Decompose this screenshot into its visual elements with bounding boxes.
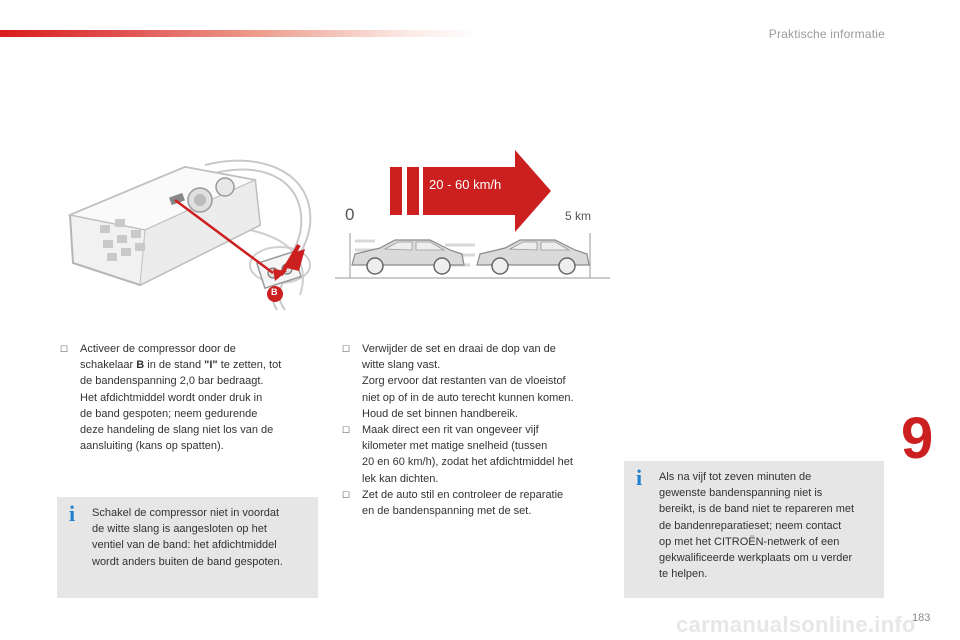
chapter-number: 9 (901, 406, 934, 471)
watermark: carmanualsonline.info (676, 612, 916, 637)
instruction-line: Zorg ervoor dat restanten van de vloeistof (362, 375, 566, 388)
instruction-remove-set (340, 341, 605, 422)
page-number: 183 (912, 612, 931, 624)
middle-instructions (340, 341, 605, 519)
checkbox-bullet-icon: ☐ (342, 425, 351, 436)
instruction-line: de bandenspanning 2,0 bar bedraagt. (80, 375, 264, 388)
instruction-line: deze handeling de slang niet los van de (80, 424, 274, 437)
left-instructions (58, 341, 313, 454)
instruction-drive (340, 422, 605, 487)
drive-illustration (335, 145, 610, 280)
instruction-line: de band gespoten; neem gedurende (80, 407, 258, 420)
checkbox-bullet-icon: ☐ (342, 489, 351, 500)
speed-label: 20 - 60 km/h (429, 177, 502, 192)
instruction-line: Verwijder de set en draai de dop van de (362, 343, 556, 355)
instruction-line: Activeer de compressor door de (80, 343, 236, 355)
start-distance-label: 0 (345, 205, 355, 224)
info-text: Als na vijf tot zeven minuten de gewenste bandenspanning niet is bereikt, is de band niet te repareren met de bandenreparatieset; neem contact op met het CITROËN-netwerk of een gekwalificeerde werkplaats om u verder te helpen. (659, 471, 855, 581)
instruction-line: aansluiting (kans op spatten). (80, 440, 224, 453)
instruction-line: witte slang vast. (362, 359, 441, 372)
info-text: Schakel de compressor niet in voordat de witte slang is aangesloten op het ventiel van de band: het afdichtmiddel wordt anders buiten de band gespoten. (92, 507, 283, 568)
info-box-compressor-warning (57, 497, 318, 598)
compressor-illustration (55, 145, 330, 315)
instruction-line: en de bandenspanning met de set. (362, 505, 532, 518)
switch-name: B (136, 359, 145, 372)
instruction-line: Het afdichtmiddel wordt onder druk in (80, 391, 263, 404)
instruction-line: lek kan dichten. (362, 472, 439, 485)
switch-b-label: B (271, 287, 278, 297)
instruction-line: 20 en 60 km/h), zodat het afdichtmiddel het (362, 456, 573, 469)
info-icon: i (69, 501, 76, 526)
instruction-activate-compressor (58, 341, 313, 454)
header-accent-bar (0, 30, 480, 37)
instruction-line: Zet de auto stil en controleer de reparatie (362, 488, 564, 501)
checkbox-bullet-icon: ☐ (342, 344, 351, 354)
end-distance-label: 5 km (565, 209, 592, 223)
section-title: Praktische informatie (768, 27, 885, 41)
switch-position: "I" (204, 359, 218, 372)
info-box-pressure-not-reached (624, 461, 884, 598)
instruction-line: Houd de set binnen handbereik. (362, 407, 518, 420)
info-icon: i (636, 465, 643, 490)
instruction-check-repair (340, 487, 605, 519)
instruction-line: schakelaar B in de stand "I" te zetten, tot (80, 359, 282, 372)
checkbox-bullet-icon: ☐ (60, 344, 69, 354)
instruction-line: Maak direct een rit van ongeveer vijf (362, 424, 539, 437)
instruction-line: kilometer met matige snelheid (tussen (362, 440, 548, 453)
instruction-line: niet op of in de auto terecht kunnen komen. (362, 391, 574, 404)
